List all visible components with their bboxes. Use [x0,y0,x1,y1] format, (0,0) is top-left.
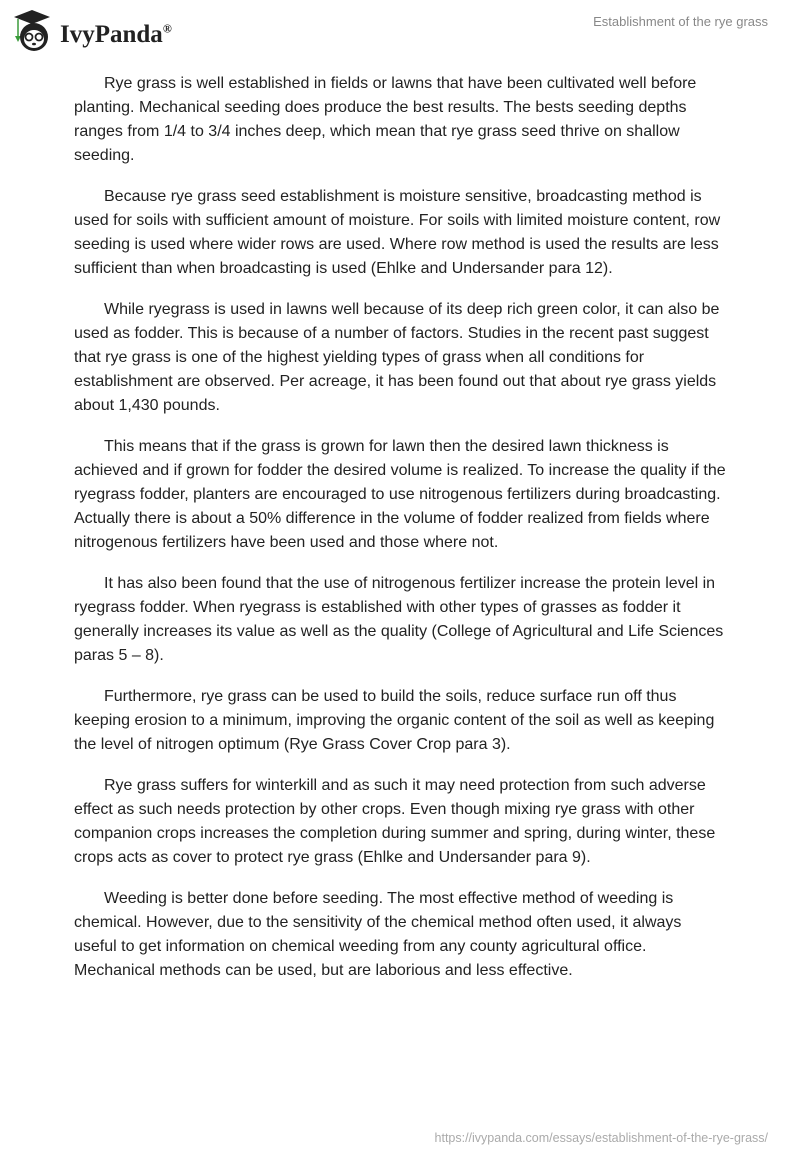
document-title: Establishment of the rye grass [593,14,768,29]
paragraph: It has also been found that the use of nitrogenous fertilizer increase the protein level in ryegrass fodder. When ryegrass is established with other types of grasses as fodder it generally increases its value as well as the quality (College of Agricultural and Life Sciences paras 5 – 8). [74,575,724,664]
paragraph: This means that if the grass is grown for lawn then the desired lawn thickness is achieved and if grown for fodder the desired volume is realized. To increase the quality if the ryegrass fodder, planters are encouraged to use nitrogenous fertilizers during broadcasting. Actually there is about a 50% difference in the volume of fodder realized from fields where nitrogenous fertilizers have been used and those where not. [74,438,726,551]
paragraph: Furthermore, rye grass can be used to build the soils, reduce surface run off thus keeping erosion to a minimum, improving the organic content of the soil as well as keeping the level of nitrogen optimum (Rye Grass Cover Crop para 3). [74,688,715,753]
logo-text: IvyPanda® [60,21,172,48]
paragraph: Rye grass is well established in fields or lawns that have been cultivated well before planting. Mechanical seeding does produce the best results. The bests seeding depths ranges from 1/4 to 3/4 inches deep, which mean that rye grass seed thrive on shallow seeding. [74,75,697,164]
paragraph: While ryegrass is used in lawns well because of its deep rich green color, it can also be used as fodder. This is because of a number of factors. Studies in the recent past suggest that rye grass is one of the highest yielding types of grass when all conditions for establishment are observed. Per acreage, it has been found out that about rye grass yields about 1,430 pounds. [74,301,720,414]
panda-logo-icon [12,8,52,54]
paragraph: Because rye grass seed establishment is moisture sensitive, broadcasting method is used for soils with sufficient amount of moisture. For soils with limited moisture content, row seeding is used where wider rows are used. Where row method is used the results are less sufficient than when broadcasting is used (Ehlke and Undersander para 12). [74,188,721,277]
source-url[interactable]: https://ivypanda.com/essays/establishment-of-the-rye-grass/ [434,1131,768,1145]
paragraph: Rye grass suffers for winterkill and as such it may need protection from such adverse effect as such needs protection by other crops. Even though mixing rye grass with other companion crops increases the completion during summer and spring, during winter, these crops acts as cover to protect rye grass (Ehlke and Undersander para 9). [74,777,716,866]
ivypanda-logo[interactable] [12,8,172,54]
essay-body [74,72,726,1000]
paragraph: Weeding is better done before seeding. The most effective method of weeding is chemical. However, due to the sensitivity of the chemical method often used, it always useful to get information on chemical weeding from any county agricultural office. Mechanical methods can be used, but are laborious and less effective. [74,890,682,979]
